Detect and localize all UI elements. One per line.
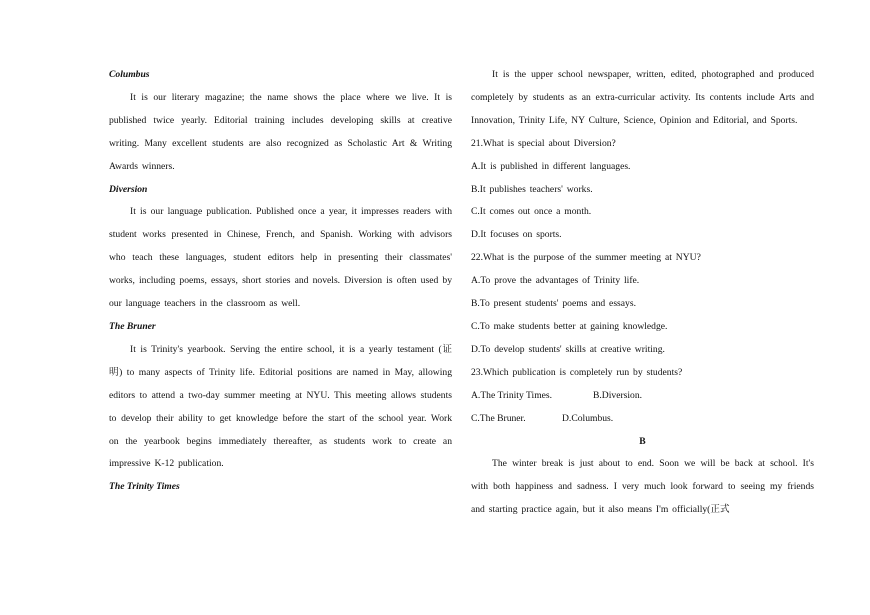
q23-options-row-2 <box>471 408 814 431</box>
diversion-paragraph: It is our language publication. Published once a year, it impresses readers with student works presented in Chinese, French, and Spanish. Working with advisors who teach these languages, student editors help in presenting their classmates' works, including poems, essays, short stories and novels. Diversion is often used by our language teachers in the classroom as well. <box>109 206 452 310</box>
columbus-paragraph: It is our literary magazine; the name shows the place where we live. It is published twice yearly. Editorial training includes developing skills at creative writing. Many excellent students are also recognized as Scholastic Art & Writing Awards winners. <box>109 91 452 172</box>
q22-option-b: B.To present students' poems and essays. <box>471 298 636 310</box>
q21-option-c: C.It comes out once a month. <box>471 206 592 218</box>
section-b-heading: B <box>639 435 646 447</box>
question-23: 23.Which publication is completely run by students? <box>471 366 683 378</box>
q23-option-a: A.The Trinity Times. <box>471 389 553 401</box>
bruner-paragraph: It is Trinity's yearbook. Serving the entire school, it is a yearly testament (证明) to many aspects of Trinity life. Editorial positions are named in May, allowing editors to attend a two-day summer meeting at NYU. This meeting allows students to develop their ability to get knowledge before the start of the school year. Work on the yearbook begins immediately thereafter, as students work to create an impressive K-12 publication. <box>109 343 452 470</box>
trinity-times-heading: The Trinity Times <box>109 481 180 493</box>
bruner-heading: The Bruner <box>109 320 156 332</box>
question-21: 21.What is special about Diversion? <box>471 137 616 149</box>
q23-option-c: C.The Bruner. <box>471 412 526 424</box>
q22-option-c: C.To make students better at gaining knowledge. <box>471 320 668 332</box>
q23-option-b: B.Diversion. <box>593 389 643 401</box>
trinity-times-paragraph: It is the upper school newspaper, written, edited, photographed and produced completely by students as an extra-curricular activity. Its contents include Arts and Innovation, Trinity Life, NY Culture, Science, Opinion and Editorial, and Sports. <box>471 69 814 126</box>
diversion-heading: Diversion <box>109 183 148 195</box>
q21-option-a: A.It is published in different languages. <box>471 160 631 172</box>
q21-option-d: D.It focuses on sports. <box>471 229 562 241</box>
question-22: 22.What is the purpose of the summer meeting at NYU? <box>471 252 701 264</box>
q23-options-row-1 <box>471 385 814 408</box>
columbus-heading: Columbus <box>109 69 150 80</box>
left-column <box>109 64 452 499</box>
q23-option-d: D.Columbus. <box>562 412 614 424</box>
q21-option-b: B.It publishes teachers' works. <box>471 183 593 195</box>
right-column <box>471 64 814 522</box>
passage-b-paragraph: The winter break is just about to end. Soon we will be back at school. It's with both happiness and sadness. I very much look forward to seeing my friends and starting practice again, but it also means I'm officially(正式 <box>471 458 814 516</box>
q22-option-a: A.To prove the advantages of Trinity life. <box>471 275 640 287</box>
q22-option-d: D.To develop students' skills at creative writing. <box>471 343 665 355</box>
